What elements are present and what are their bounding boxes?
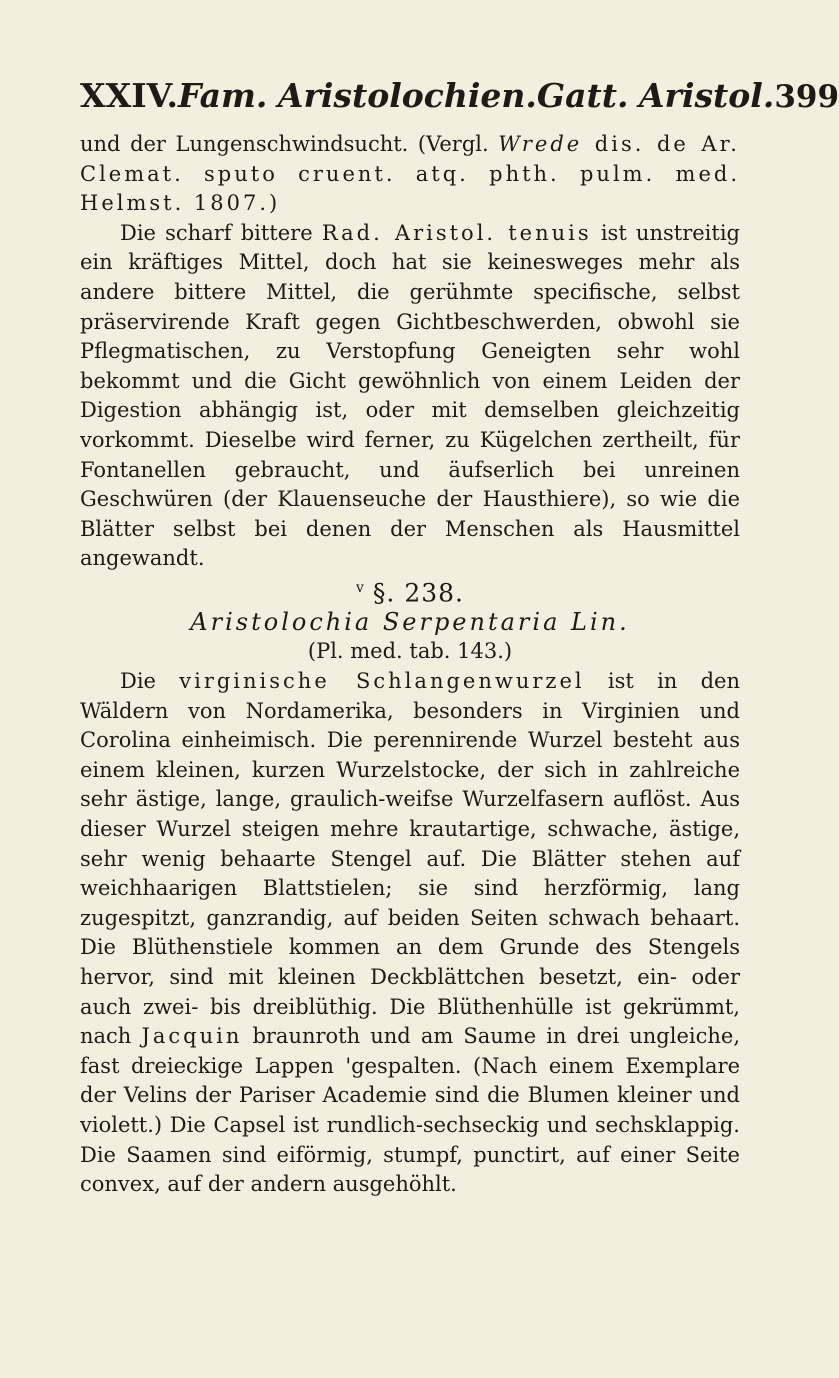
text-run: ist in den Wäldern von Nordamerika, besonders in Virginien und Corolina einheimisch. Die perennirende Wurzel besteht aus einem kleinen, kurzen Wurzelstocke, der sich in zahlreiche sehr ästige, lange, graulich-weifse Wurzelfasern auflöst. Aus dieser Wurzel steigen mehre krautartige, schwache, ästige, sehr wenig behaarte Stengel auf. Die Blätter stehen auf weichhaarigen Blattstielen; sie sind herzförmig, lang zugespitzt, ganzrandig, auf beiden Seiten schwach behaart. Die Blüthenstiele kommen an dem Grunde des Stengels hervor, sind mit kleinen Deckblättchen besetzt, ein- oder auch zwei- bis dreiblüthig. Die Blüthenhülle ist gekrümmt, nach: [80, 669, 740, 1049]
citation-text: dis. de Ar. Clemat. sputo cruent. atq. phth. pulm. med. Helmst. 1807.): [80, 132, 740, 216]
header-chapter-number: XXIV.: [80, 76, 178, 115]
section-number: §. 238.: [372, 578, 464, 608]
author-name: Jacquin: [141, 1024, 243, 1049]
text-run: braunroth und am Saume in drei ungleiche, fast dreieckige Lappen 'gespalten. (Nach einem Exemplare der Velins der Pariser Academie sind die Blumen kleiner und violett.) Die Capsel ist rundlich-sechseckig und sechsklappig. Die Saamen sind eiförmig, stumpf, punctirt, auf einer Seite convex, auf der andern ausgehöhlt.: [80, 1024, 741, 1197]
running-header: [80, 76, 839, 117]
margin-mark: v: [356, 579, 365, 596]
header-family-abbrev: Fam.: [177, 76, 268, 115]
header-family: [178, 76, 537, 116]
page-number: 399: [774, 79, 839, 115]
header-family-name: Aristolochien.: [277, 76, 537, 115]
header-genus: [537, 76, 774, 116]
paragraph-radix: [80, 219, 740, 574]
header-genus-name: Aristol.: [638, 76, 775, 115]
species-heading: Aristolochia Serpentaria Lin.: [190, 607, 630, 636]
drug-name: Rad. Aristol. tenuis: [321, 220, 592, 245]
common-name: virginische Schlangenwurzel: [179, 669, 585, 694]
author-name: Wrede: [498, 132, 583, 156]
text-run: und der Lungenschwindsucht. (Vergl.: [80, 132, 499, 156]
header-genus-abbrev: Gatt.: [536, 76, 629, 115]
text-run: Die scharf bittere: [120, 220, 322, 245]
section-heading: [80, 574, 740, 608]
text-run: Die: [120, 669, 180, 694]
paragraph-description: [80, 667, 740, 1200]
text-run: ist unstreitig ein kräftiges Mittel, doch hat sie keinesweges mehr als andere bittere Mittel, die gerühmte specifische, selbst präservirende Kraft gegen Gichtbeschwerden, obwohl sie Pflegmatischen, zu Verstopfung Geneigten sehr wohl bekommt und die Gicht gewöhnlich von einem Leiden der Digestion abhängig ist, oder mit demselben gleichzeitig vorkommt. Dieselbe wird ferner, zu Kügelchen zertheilt, für Fontanellen gebraucht, und äufserlich bei unreinen Geschwüren (der Klauenseuche der Hausthiere), so wie die Blätter selbst bei denen der Menschen als Hausmittel angewandt.: [80, 220, 740, 571]
paragraph-continuation: [80, 130, 740, 219]
page-body: [80, 130, 740, 1200]
plate-reference: (Pl. med. tab. 143.): [307, 639, 513, 664]
